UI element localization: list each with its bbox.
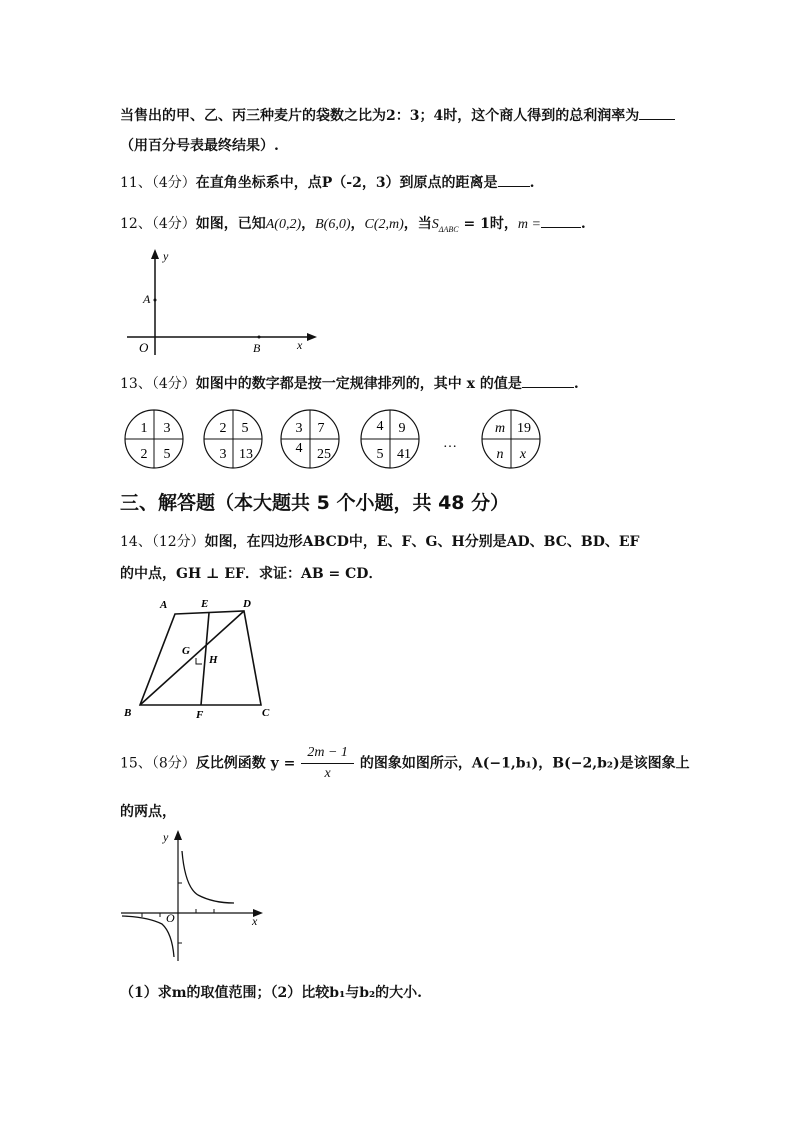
point-a: A(0,2) (265, 217, 302, 232)
question-text: 如图，在四边形ABCD中，E、F、G、H分别是AD、BC、BD、EF (204, 534, 640, 550)
circle-2-tl: 2 (219, 421, 227, 436)
label-g: G (182, 645, 190, 657)
label-f: F (196, 709, 204, 721)
circle-3-bl: 4 (295, 441, 303, 456)
number-circles-figure (120, 405, 560, 475)
area-symbol: S (431, 217, 439, 232)
ellipsis: … (443, 436, 457, 451)
circle-1 (125, 410, 183, 468)
point-b: B(6,0) (315, 217, 351, 232)
question-15-line-2 (120, 801, 176, 821)
period: . (573, 376, 579, 392)
question-text-mid: ，当 (403, 216, 432, 232)
question-number: 13、（4分） (120, 376, 196, 392)
answer-blank (498, 173, 530, 187)
fraction (301, 745, 354, 782)
answer-blank (541, 214, 581, 228)
question-number: 15、（8分） (120, 755, 196, 772)
question-text: 如图中的数字都是按一定规律排列的，其中 x 的值是 (195, 376, 522, 392)
circle-4-br: 41 (397, 447, 411, 462)
m-label: m = (517, 217, 541, 232)
x-axis-label: x (252, 914, 258, 928)
answer-blank (522, 374, 574, 388)
circle-5-tr: 19 (517, 421, 531, 436)
circle-3 (281, 410, 339, 468)
label-h: H (209, 654, 218, 666)
circle-4-tr: 9 (398, 421, 406, 436)
question-text: 在直角坐标系中，点P（-2，3）到原点的距离是 (195, 175, 498, 191)
point-b-label: B (253, 341, 261, 355)
circle-2-bl: 3 (219, 447, 227, 462)
origin-label: O (166, 911, 175, 925)
question-number: 11、（4分） (120, 175, 196, 191)
y-axis-label: y (163, 830, 169, 844)
area-subscript: ΔABC (438, 224, 459, 234)
circle-2-tr: 5 (241, 421, 249, 436)
label-a: A (160, 599, 168, 611)
question-text-mid: 的图象如图所示，A(−1,b₁)，B(−2,b₂)是该图象上 (359, 755, 690, 772)
period: . (580, 216, 586, 232)
fraction-denominator: x (324, 766, 331, 781)
point-c: C(2,m) (364, 217, 404, 232)
question-text: 反比例函数 y = (195, 755, 296, 772)
label-b: B (124, 707, 132, 719)
question-text: 的两点， (120, 804, 176, 820)
question-number: 12、（4分） (120, 216, 196, 232)
period: . (529, 175, 535, 191)
question-15-parts (120, 982, 422, 1002)
problem-10-note: （用百分号表最终结果）. (120, 138, 279, 154)
y-axis-label: y (163, 249, 169, 263)
fraction-numerator: 2m − 1 (301, 745, 354, 764)
question-14-line-2 (120, 563, 382, 583)
section-heading: 三、解答题（本大题共 5 个小题，共 48 分） (120, 492, 510, 514)
label-c: C (262, 707, 270, 719)
question-14-line-1 (120, 531, 640, 551)
circle-2 (204, 410, 262, 468)
figure-14-quadrilateral (120, 595, 285, 725)
label-d: D (243, 598, 251, 610)
problem-10-line-1 (120, 105, 675, 125)
circle-4-bl: 5 (376, 447, 384, 462)
figure-12-axes (125, 245, 325, 360)
question-12: 12、（4分）如图，已知A(0,2)，B(6,0)，C(2,m)，当$S_{\Delta ABC} = 1$时，m = . (120, 216, 586, 234)
circle-3-br: 25 (317, 447, 331, 462)
question-text: 的中点，GH ⊥ EF．求证：AB = CD． (120, 566, 383, 582)
question-15-subquestions: （1）求m的取值范围；（2）比较b₁与b₂的大小. (120, 985, 423, 1001)
figure-15-hyperbola (118, 825, 268, 965)
label-e: E (201, 598, 209, 610)
circle-5-tl: m (494, 421, 506, 436)
x-axis-label: x (297, 338, 303, 352)
question-text: 如图，已知 (195, 216, 266, 232)
circle-3-tr: 7 (317, 421, 325, 436)
circle-5-br: x (519, 447, 527, 462)
point-a-label: A (143, 292, 151, 306)
area-equals: = 1时， (458, 216, 518, 232)
circle-5-bl: n (496, 447, 504, 462)
circle-1-tl: 1 (140, 421, 148, 436)
circle-5 (482, 410, 540, 468)
circle-3-tl: 3 (295, 421, 303, 436)
circle-2-br: 13 (239, 447, 253, 462)
problem-10-text: 当售出的甲、乙、丙三种麦片的袋数之比为2：3；4时，这个商人得到的总利润率为 (120, 108, 640, 124)
question-11 (120, 172, 534, 192)
origin-label: O (139, 340, 149, 355)
answer-blank (639, 106, 675, 120)
question-13 (120, 373, 579, 393)
circle-1-bl: 2 (140, 447, 148, 462)
circle-1-tr: 3 (163, 421, 171, 436)
circle-1-br: 5 (163, 447, 171, 462)
problem-10-line-2 (120, 135, 279, 155)
circle-4-tl: 4 (376, 419, 384, 434)
circle-4 (361, 410, 419, 468)
question-15-line-1 (120, 745, 690, 782)
question-number: 14、（12分） (120, 534, 205, 550)
